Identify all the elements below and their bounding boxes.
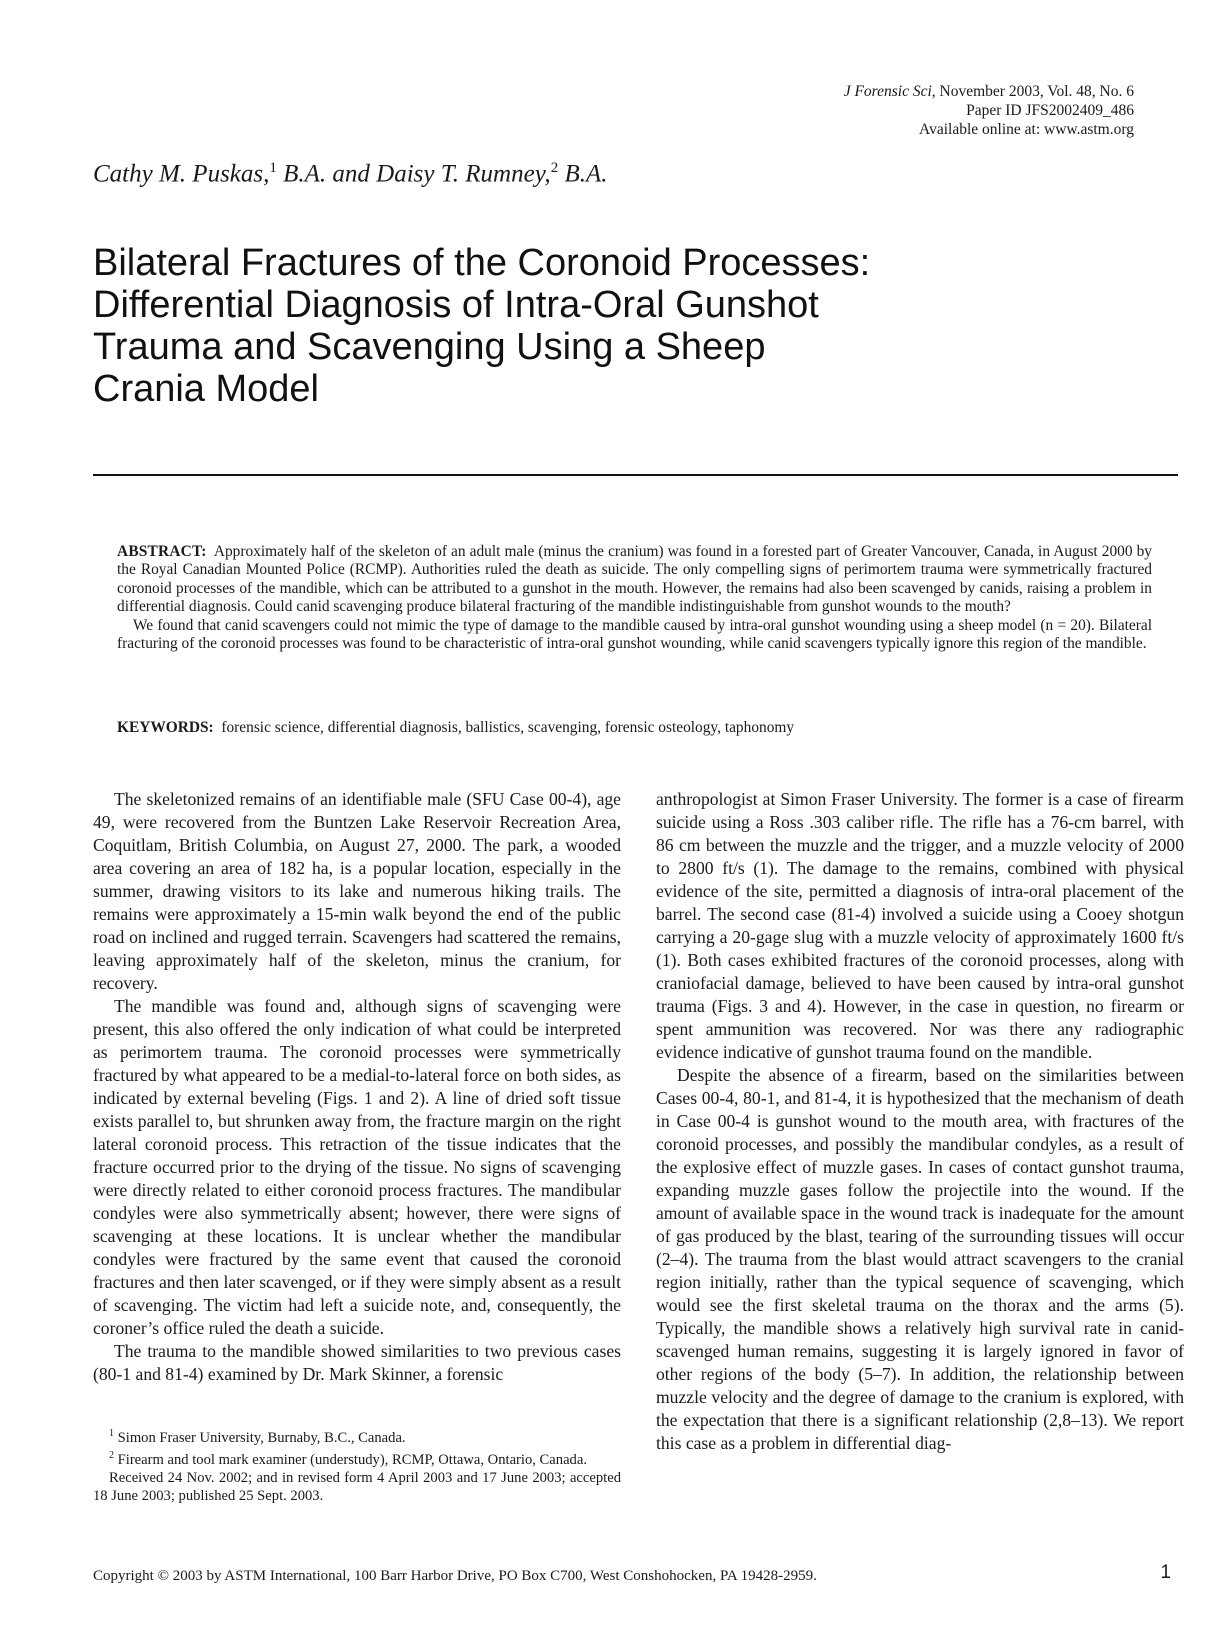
footnotes [93, 1425, 621, 1505]
footnote-text: Simon Fraser University, Burnaby, B.C., Canada. [114, 1429, 406, 1446]
title-line: Bilateral Fractures of the Coronoid Processes: [93, 242, 871, 284]
copyright-footer: Copyright © 2003 by ASTM International, 100 Barr Harbor Drive, PO Box C700, West Conshohocken, PA 19428-2959. [93, 1568, 817, 1584]
title-line: Differential Diagnosis of Intra-Oral Gunshot [93, 284, 819, 326]
title-line: Trauma and Scavenging Using a Sheep [93, 326, 766, 368]
online-availability: Available online at: www.astm.org [919, 121, 1134, 138]
body-paragraph: Despite the absence of a firearm, based on the similarities between Cases 00-4, 80-1, and 81-4, it is hypothesized that the mechanism of death in Case 00-4 is gunshot wound to the mouth area, with fractures of the coronoid processes, and possibly the mandibular condyles, as a result of the explosive effect of muzzle gases. In cases of contact gunshot trauma, expanding muzzle gases follow the projectile into the wound. If the amount of available space in the wound track is inadequate for the amount of gas produced by the blast, tearing of the surrounding tissues will occur (2–4). The trauma from the blast would attract scavengers to the cranial region initially, rather than the typical sequence of scavenging, which would see the first skeletal trauma on the thorax and the arms (5). Typically, the mandible shows a relatively high survival rate in canid-scavenged human remains, suggesting it is largely ignored in favor of other regions of the body (5–7). In addition, the relationship between muzzle velocity and the degree of damage to the cranium is explored, with the expectation that there is a significant relationship (2,8–13). We report this case as a problem in differential diag- [656, 1065, 1184, 1453]
author-2-degree: B.A. [558, 160, 608, 188]
body-paragraph: anthropologist at Simon Fraser University. The former is a case of firearm suicide using a Ross .303 caliber rifle. The rifle has a 76-cm barrel, with 86 cm between the muzzle and the trigger, and a muzzle velocity of 2000 to 2800 ft/s (1). The damage to the remains, combined with physical evidence of the site, permitted a diagnosis of intra-oral placement of the barrel. The second case (81-4) involved a suicide using a Cooey shotgun carrying a 20-gage slug with a muzzle velocity of approximately 1600 ft/s (1). Both cases exhibited fractures of the coronoid processes, along with craniofacial damage, believed to have been caused by intra-oral gunshot trauma (Figs. 3 and 4). However, in the case in question, no firearm or spent ammunition was recovered. Nor was there any radiographic evidence indicative of gunshot trauma found on the mandible. [656, 789, 1184, 1062]
body-paragraph: The skeletonized remains of an identifiable male (SFU Case 00-4), age 49, were recovered from the Buntzen Lake Reservoir Recreation Area, Coquitlam, British Columbia, on August 27, 2000. The park, a wooded area covering an area of 182 ha, is a popular location, especially in the summer, drawing visitors to its lake and numerous hiking trails. The remains were approximately a 15-min walk beyond the end of the public road on inclined and rugged terrain. Scavengers had scattered the remains, leaving approximately half of the skeleton, minus the cranium, for recovery. [93, 789, 621, 993]
abstract [117, 543, 1152, 653]
page-number: 1 [1160, 1562, 1171, 1583]
body-column-right [656, 788, 1184, 1455]
footnote [93, 1425, 621, 1447]
author-1-affiliation-mark: 1 [269, 160, 277, 176]
title-line: Crania Model [93, 368, 319, 410]
footnote-text: Firearm and tool mark examiner (understudy), RCMP, Ottawa, Ontario, Canada. [114, 1451, 587, 1468]
footnote-mark: 1 [109, 1428, 114, 1439]
body-column-left [93, 788, 621, 1386]
abstract-paragraph [117, 543, 1152, 617]
journal-name: J Forensic Sci [843, 83, 932, 100]
abstract-text: Approximately half of the skeleton of an adult male (minus the cranium) was found in a forested part of Greater Vancouver, Canada, in August 2000 by the Royal Canadian Mounted Police (RCMP). Authorities ruled the death as suicide. The only compelling signs of perimortem trauma were symmetrically fractured coronoid processes of the mandible, which can be attributed to a gunshot in the mouth. However, the remains had also been scavenged by canids, raising a problem in differential diagnosis. Could canid scavenging produce bilateral fracturing of the mandible indistinguishable from gunshot wounds to the mouth? [117, 543, 1152, 616]
footnote-mark: 2 [109, 1449, 114, 1461]
author-line [93, 160, 607, 188]
body-paragraph: The mandible was found and, although signs of scavenging were present, this also offered the only indication of what could be interpreted as perimortem trauma. The coronoid processes were symmetrically fractured by what appeared to be a medial-to-lateral force on both sides, as indicated by external beveling (Figs. 1 and 2). A line of dried soft tissue exists parallel to, but shrunken away from, the fracture margin on the right lateral coronoid process. This retraction of the tissue indicates that the fracture occurred prior to the drying of the tissue. No signs of scavenging were directly related to either coronoid process fractures. The mandibular condyles were also symmetrically absent; however, there were signs of scavenging at these locations. It is unclear whether the mandibular condyles were fractured by the same event that caused the coronoid fractures and then later scavenged, or if they were simply absent as a result of scavenging. The victim had left a suicide note, and, consequently, the coroner’s office ruled the death a suicide. [93, 996, 621, 1338]
author-2-affiliation-mark: 2 [550, 160, 559, 176]
paper-title [93, 242, 993, 410]
keywords-text: forensic science, differential diagnosis, ballistics, scavenging, forensic osteology, taphonomy [221, 719, 795, 736]
journal-citation [574, 82, 1134, 101]
keywords-label: KEYWORDS: [117, 719, 214, 736]
journal-header [574, 82, 1134, 139]
abstract-label: ABSTRACT: [117, 543, 207, 560]
author-1-name: Cathy M. Puskas, [93, 160, 270, 188]
footnote [93, 1447, 621, 1469]
body-paragraph: The trauma to the mandible showed similarities to two previous cases (80-1 and 81-4) examined by Dr. Mark Skinner, a forensic [93, 1341, 621, 1384]
journal-issue: , November 2003, Vol. 48, No. 6 [931, 83, 1134, 100]
abstract-paragraph: We found that canid scavengers could not mimic the type of damage to the mandible caused by intra-oral gunshot wounding using a sheep model (n = 20). Bilateral fracturing of the coronoid processes was found to be characteristic of intra-oral gunshot wounding, while canid scavengers typically ignore this region of the mandible. [117, 616, 1152, 653]
paper-id: Paper ID JFS2002409_486 [966, 102, 1134, 119]
received-dates: Received 24 Nov. 2002; and in revised form 4 April 2003 and 17 June 2003; accepted 18 June 2003; published 25 Sept. 2003. [93, 1469, 621, 1504]
author-2-name: B.A. and Daisy T. Rumney, [276, 160, 551, 188]
title-divider [93, 474, 1178, 476]
keywords [117, 718, 1167, 737]
